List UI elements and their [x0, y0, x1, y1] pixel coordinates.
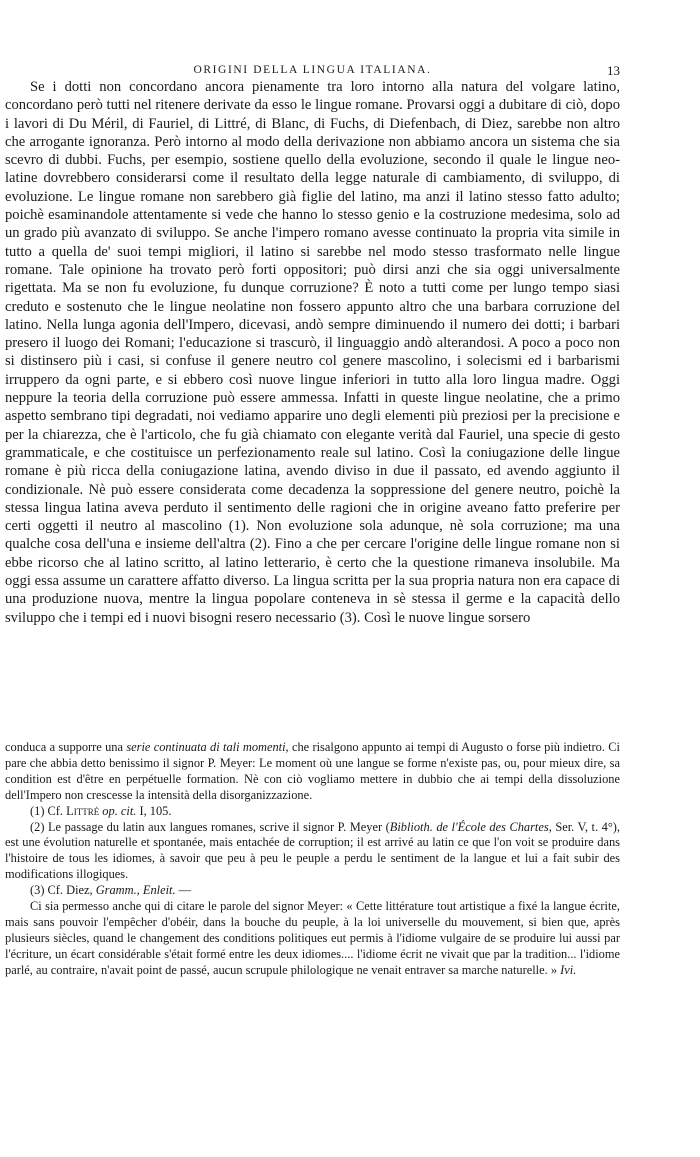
main-text — [5, 78, 620, 627]
footnote-text: che risalgono appunto ai tempi di Augusto o forse più indietro. Ci pare che abbia detto benissimo il signor P. Meyer: Le moment où une langue se forme n'existe pas, ou, pour mieux dire, sa condition est d'être en perpétuelle formation. Nè con ciò vogliamo mettere in dubbio che ai tempi della dissoluzione dell'Impero non crescesse la intensità della disorganizzazione. — [5, 740, 620, 802]
footnote-text: I, 105. — [136, 803, 172, 818]
footnote-text: (1) Cf. — [30, 803, 67, 818]
footnote-text: — — [175, 883, 192, 898]
footnotes — [5, 740, 620, 979]
footnote-text: , Ser. V, t. 4°), est une évolution naturelle et spontanée, mais entachée de corruption; il est arrivé au latin ce que l'on voit se produire dans l'histoire de tous les idiomes, à savoir que peu à peu le peuple a perdu le sentiment de la langue et lui a fait subir des modifications illogiques. — [5, 819, 620, 882]
running-title: ORIGINI DELLA LINGUA ITALIANA. — [193, 64, 432, 76]
footnote-continuation — [5, 740, 620, 804]
footnote-1 — [5, 804, 620, 820]
footnote-text: Ci sia permesso anche qui di citare le parole del signor Meyer: « Cette littérature tout artistique a fixé la langue écrite, mais sans pouvoir l'empêcher d'obéir, dans la bouche du peuple, à la loi universelle du mouvement, si bien que, après plusieurs siècles, quand le changement des conditions politiques eut permis à l'idiome vulgaire de se produire lui aussi par l'écriture, un écart considérable s'était formé entre les deux idiomes.... l'idiome écrit ne vivait que par la tradition... l'idiome parlé, au contraire, n'avait point de passé, aucun scrupule philologique ne venait entraver sa marche naturelle. » — [5, 899, 620, 977]
body-paragraph: Se i dotti non concordano ancora pienamente tra loro intorno alla natura del volgare latino, concordano però tutti nel ritenere derivate da esso le lingue romane. Provarsi oggi a dubitare di ciò, dopo i lavori di Du Méril, di Fauriel, di Littré, di Blanc, di Fuchs, di Diefenbach, di Diez, sarebbe non altro che arrogante ignoranza. Però intorno al modo della derivazione non abbiamo ancora un sistema che sia scevro di dubbi. Fuchs, per esempio, sostiene quello della evoluzione, secondo il quale le lingue neo-latine dovrebbero considerarsi come il resultato della legge naturale di cambiamento, di sviluppo, di evoluzione. Le lingue romane non sarebbero già figlie del latino, ma anzi il latino stesso fatto adulto; poichè esaminandole attentamente si vede che hanno lo stesso genio e la costruzione medesima, solo ad un grado più avanzato di sviluppo. Se anche l'impero romano avesse continuato la propria vita simile in tutto a quella de' suoi tempi migliori, il latino si sarebbe nel modo stesso trasformato nelle lingue romane. Tale opinione ha trovato però forti oppositori; può dirsi anzi che sia oggi universalmente rigettata. Ma se non fu evoluzione, fu dunque corruzione? È noto a tutti come per lungo tempo siasi creduto e sostenuto che le lingue neolatine non fossero appunto altro che una barbara corruzione del latino. Nella lunga agonia dell'Impero, dicevasi, andò sempre diminuendo il numero dei dotti; i barbari presero il luogo dei Romani; l'educazione si trascurò, il linguaggio andò alterandosi. A poco a poco non si distinsero più i casi, si confuse il genere neutro col genere mascolino, i solecismi ed i barbarismi irruppero da ogni parte, e si ebbero così nuove lingue inferiori in tutto alla loro lingua madre. Oggi neppure la teoria della corruzione può essere ammessa. Infatti in queste lingue neolatine, che a primo aspetto sembrano tipi degradati, noi vediamo apparire uno degli elementi più preziosi per la precisione e per la chiarezza, che è l'articolo, che fu già chiamato con elegante verità dal Fauriel, una specie di gesto grammaticale, e che costituisce un perfezionamento reale sul latino. Così la coniugazione delle lingue romane è più ricca della coniugazione latina, avendo diviso in due il passato, ed avendo aggiunto il condizionale. Nè può essere considerata come decadenza la soppressione del genere neutro, poichè la stessa lingua latina aveva perduto il sentimento delle ragioni che in origine aveano fatto preferire per certi oggetti il neutro al mascolino (1). Non evoluzione sola adunque, nè sola corruzione; ma una qualche cosa dell'una e insieme dell'altra (2). Fino a che per cercare l'origine delle lingue romane non si ebbe ricorso che al latino scritto, al latino letterario, è certo che la questione rimaneva insolubile. Ma oggi essa assume un carattere affatto diverso. La lingua scritta per la sua propria natura non era capace di una produzione nuova, mentre la lingua popolare conteneva in sè stessa il germe e la capacità dello sviluppo che i tempi ed i nuovi bisogni resero necessario (3). Così le nuove lingue sorsero — [5, 79, 620, 626]
footnote-text: (2) Le passage du latin aux langues romanes, scrive il signor P. Meyer ( — [30, 819, 390, 834]
footnote-2 — [5, 820, 620, 884]
footnote-text: conduca a supporre una — [5, 740, 127, 754]
page-number: 13 — [607, 63, 620, 78]
footnote-3-quote — [5, 899, 620, 979]
footnote-author: Littré — [66, 803, 100, 818]
footnote-italic-text: Gramm., Enleit. — [95, 883, 176, 898]
footnote-italic-text: Ivi. — [560, 962, 577, 977]
footnote-italic-text: op. cit. — [99, 803, 137, 818]
footnote-3 — [5, 883, 620, 899]
footnote-italic-text: Biblioth. de l'École des Chartes — [389, 819, 549, 834]
footnote-italic-text: serie continuata di tali momenti, — [126, 740, 289, 754]
footnote-text: (3) Cf. Diez, — [30, 883, 96, 898]
